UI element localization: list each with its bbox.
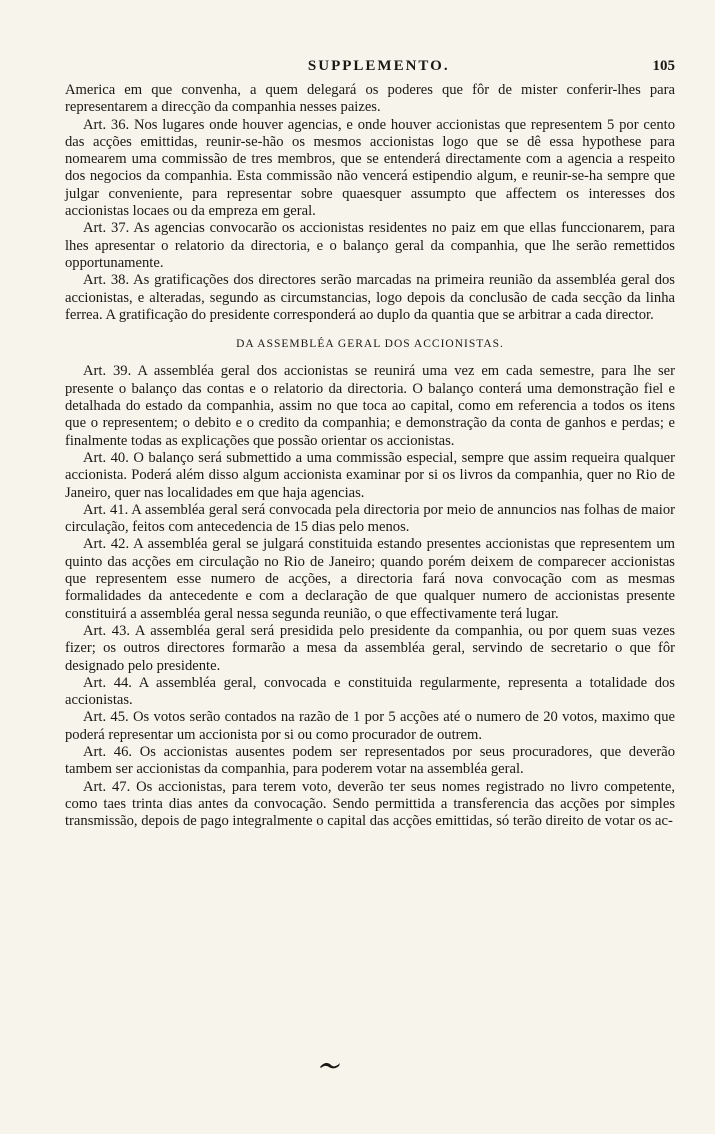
running-title: SUPPLEMENTO. <box>307 58 450 74</box>
article-paragraph: Art. 43. A assembléa geral será presidida pelo presidente da companhia, ou por quem suas vezes fizer; os outros directores formarão a mesa da assembléa geral, servindo de secretario o que fôr designado pelo presidente. <box>65 622 675 674</box>
articles-top <box>65 82 675 324</box>
page-number: 105 <box>652 58 675 74</box>
article-paragraph: Art. 46. Os accionistas ausentes podem ser representados por seus procuradores, que deverão tambem ser accionistas da companhia, para poderem votar na assembléa geral. <box>65 743 675 778</box>
article-paragraph: Art. 38. As gratificações dos directores serão marcadas na primeira reunião da assembléa geral dos accionistas, e alteradas, segundo as circumstancias, logo depois da conclusão de cada secção da linha ferrea. A gratificação do presidente corresponderá ao duplo da quantia que se arbitrar a cada director. <box>65 272 675 323</box>
article-paragraph: Art. 36. Nos lugares onde houver agencias, e onde houver accionistas que representem 5 por cento das acções emittidas, reunir-se-hão os mesmos accionistas logo que se dê essa hypothese para nomearem uma commissão de tres membros, que se entenderá directamente com a agencia a respeito dos negocios da companhia. Esta commissão não vencerá estipendio algum, e reunir-se-ha sempre que julgar conveniente, para representar sobre quaesquer assumpto que affectem os interesses dos accionistas locaes ou da empreza em geral. <box>65 116 675 220</box>
article-paragraph: Art. 42. A assembléa geral se julgará constituida estando presentes accionistas que representem um quinto das acções em circulação no Rio de Janeiro; quando porém deixem de comparecer accionistas que representem esse numero de acções, a directoria fará nova convocação com as mesmas formalidades da antecedente e com a declaração de que qualquer numero de accionistas presente constituirá a assembléa geral nessa segunda reunião, o que effectivamente terá lugar. <box>65 536 675 622</box>
section-title: DA ASSEMBLÉA GERAL DOS ACCIONISTAS. <box>236 338 504 351</box>
articles-bottom <box>65 363 675 830</box>
article-paragraph: Art. 37. As agencias convocarão os accionistas residentes no paiz em que ellas funccionarem, para lhes apresentar o relatorio da directoria, e o balanço geral da companhia, que lhe serão remettidos opportunamente. <box>65 220 675 271</box>
article-paragraph: Art. 44. A assembléa geral, convocada e constituida regularmente, representa a totalidade dos accionistas. <box>65 674 675 709</box>
article-paragraph: Art. 45. Os votos serão contados na razão de 1 por 5 acções até o numero de 20 votos, maximo que poderá representar um accionista por si ou como procurador de outrem. <box>65 709 675 743</box>
body-text <box>65 82 675 830</box>
article-paragraph: America em que convenha, a quem delegará os poderes que fôr de mister conferir-lhes para representarem a direcção da companhia nesses paizes. <box>65 82 675 116</box>
printers-mark-icon <box>318 1060 342 1070</box>
article-paragraph: Art. 40. O balanço será submettido a uma commissão especial, sempre que assim requeira qualquer accionista. Poderá além disso algum accionista examinar por si os livros da companhia, quer no Rio de Janeiro, quer nas localidades em que haja agencias. <box>65 449 675 501</box>
article-paragraph: Art. 41. A assembléa geral será convocada pela directoria por meio de annuncios nas folhas de maior circulação, feitos com antecedencia de 15 dias pelo menos. <box>65 501 675 536</box>
page-header <box>65 58 675 80</box>
article-paragraph: Art. 47. Os accionistas, para terem voto, deverão ter seus nomes registrado no livro competente, como taes trinta dias antes da convocação. Sendo permittida a transferencia das acções por simples transmissão, depois de pago integralmente o capital das acções emittidas, só terão direito de votar os ac- <box>65 778 675 830</box>
article-paragraph: Art. 39. A assembléa geral dos accionistas se reunirá uma vez em cada semestre, para lhe ser presente o balanço das contas e o relatorio da directoria. O balanço conterá uma demonstração fiel e detalhada do estado da companhia, assim no que toca ao capital, como em referencia a todos os itens que o representem; o debito e o credito da companhia; e demonstração da conta de ganhos e perdas; e finalmente todas as explicações que possão orientar os accionistas. <box>65 363 675 449</box>
